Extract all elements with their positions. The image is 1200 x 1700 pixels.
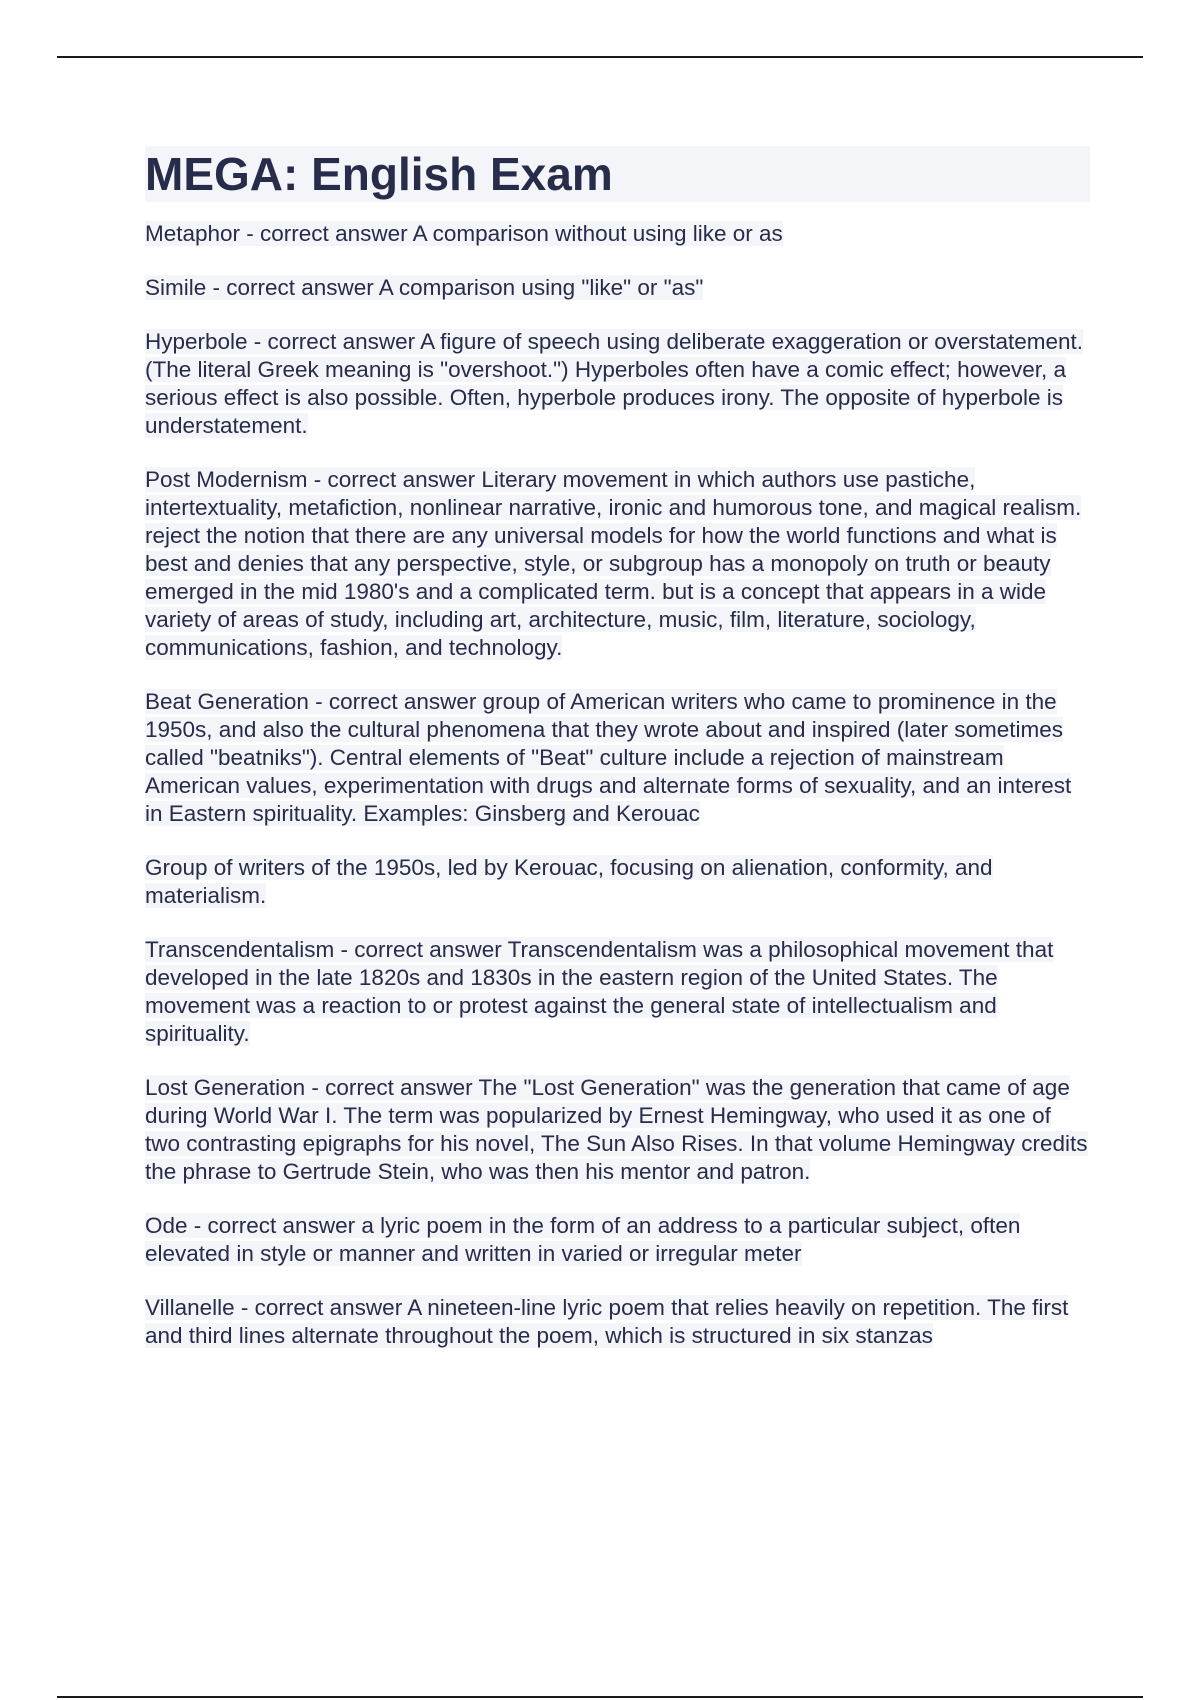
entry-text: Metaphor - correct answer A comparison without using like or as <box>145 221 783 246</box>
entry-beat-generation-alt <box>145 854 1090 910</box>
entry-text-continued: emerged in the mid 1980's and a complicated term. but is a concept that appears in a wide variety of areas of study, including art, architecture, music, film, literature, sociology, communications, fashion, and technology. <box>145 579 1047 660</box>
top-rule <box>57 56 1143 58</box>
entry-hyperbole <box>145 328 1090 440</box>
entry-metaphor <box>145 220 1090 248</box>
bottom-rule <box>57 1696 1143 1698</box>
entry-text: Group of writers of the 1950s, led by Kerouac, focusing on alienation, conformity, and materialism. <box>145 855 993 908</box>
entry-text: Post Modernism - correct answer Literary movement in which authors use pastiche, intertextuality, metafiction, nonlinear narrative, ironic and humorous tone, and magical realism. <box>145 467 1082 520</box>
entry-text: Simile - correct answer A comparison using "like" or "as" <box>145 275 704 300</box>
entry-text: Ode - correct answer a lyric poem in the form of an address to a particular subject, often elevated in style or manner and written in varied or irregular meter <box>145 1213 1021 1266</box>
entry-ode <box>145 1212 1090 1268</box>
entry-villanelle <box>145 1294 1090 1350</box>
document-title: MEGA: English Exam <box>145 146 1090 202</box>
entry-text: Lost Generation - correct answer The "Lost Generation" was the generation that came of age during World War I. The term was popularized by Ernest Hemingway, who used it as one of two contrasting epigraphs for his novel, The Sun Also Rises. In that volume Hemingway credits the phrase to Gertrude Stein, who was then his mentor and patron. <box>145 1075 1088 1184</box>
entry-text-continued: reject the notion that there are any universal models for how the world functions and what is best and denies that any perspective, style, or subgroup has a monopoly on truth or beauty <box>145 523 1057 576</box>
entry-post-modernism <box>145 466 1090 662</box>
entry-simile <box>145 274 1090 302</box>
entry-lost-generation <box>145 1074 1090 1186</box>
entry-text: Transcendentalism - correct answer Transcendentalism was a philosophical movement that developed in the late 1820s and 1830s in the eastern region of the United States. The movement was a reaction to or protest against the general state of intellectualism and spirituality. <box>145 937 1054 1046</box>
entry-text: Beat Generation - correct answer group of American writers who came to prominence in the 1950s, and also the cultural phenomena that they wrote about and inspired (later sometimes called "beatniks"). Central elements of "Beat" culture include a rejection of mainstream American values, experimentation with drugs and alternate forms of sexuality, and an interest in Eastern spirituality. Examples: Ginsberg and Kerouac <box>145 689 1072 826</box>
entry-text: Hyperbole - correct answer A figure of speech using deliberate exaggeration or overstatement. (The literal Greek meaning is "overshoot.") Hyperboles often have a comic effect; however, a serious effect is also possible. Often, hyperbole produces irony. The opposite of hyperbole is understatement. <box>145 329 1084 438</box>
entry-text: Villanelle - correct answer A nineteen-line lyric poem that relies heavily on repetition. The first and third lines alternate throughout the poem, which is structured in six stanzas <box>145 1295 1069 1348</box>
entry-transcendentalism <box>145 936 1090 1048</box>
document-body <box>145 146 1090 1376</box>
entry-beat-generation <box>145 688 1090 828</box>
